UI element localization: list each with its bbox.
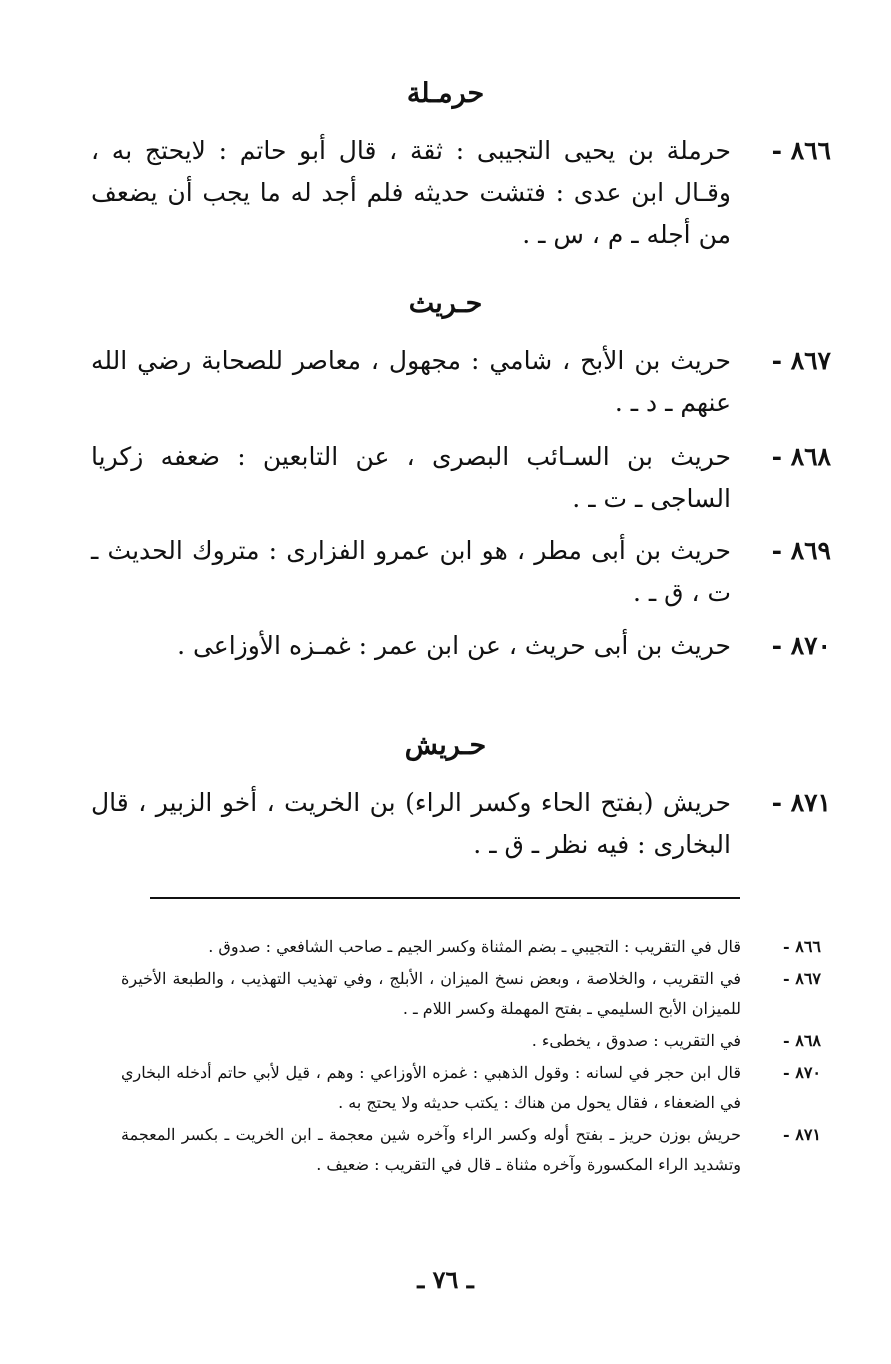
entry-number: ٨٦٩ - — [771, 536, 831, 565]
entry-text: حريث بن السـائب البصرى ، عن التابعين : ضعفه زكريا الساجى ـ ت ـ . — [91, 442, 731, 513]
footnote-text: في التقريب : صدوق ، يخطىء . — [531, 1031, 741, 1050]
entry-868 — [91, 436, 831, 520]
footnote-text: قال في التقريب : التجيبي ـ بضم المثناة وكسر الجيم ـ صاحب الشافعي : صدوق . — [208, 937, 741, 956]
footnote-number: ٨٦٧ - — [783, 969, 821, 988]
page-number: ـ ٧٦ ـ — [417, 1265, 474, 1294]
entry-number: ٨٦٦ - — [771, 136, 831, 165]
entry-number: ٨٦٨ - — [771, 442, 831, 471]
entry-text: حريث بن الأبح ، شامي : مجهول ، معاصر للصحابة رضي الله عنهم ـ د ـ . — [91, 346, 731, 417]
footnotes — [121, 932, 821, 1182]
footnote-867 — [121, 964, 821, 1024]
footnote-divider — [150, 897, 740, 899]
entry-871 — [91, 782, 831, 866]
entry-number: ٨٦٧ - — [771, 346, 831, 375]
entry-text: حريش (بفتح الحاء وكسر الراء) بن الخريت ، أخو الزبير ، قال البخارى : فيه نظر ـ ق ـ . — [91, 788, 731, 859]
entry-number: ٨٧٠ - — [771, 631, 831, 660]
section-heading-hurayth: حـريث — [408, 288, 483, 319]
footnote-text: حريش بوزن حريز ـ بفتح أوله وكسر الراء وآخره شين معجمة ـ ابن الخريت ـ بكسر المعجمة وتشديد الراء المكسورة وآخره مثناة ـ قال في التقريب : ضعيف . — [121, 1125, 741, 1174]
entry-number: ٨٧١ - — [771, 788, 831, 817]
section-heading-harmala: حرمـلة — [406, 78, 485, 109]
footnote-text: في التقريب ، والخلاصة ، وبعض نسخ الميزان ، الأبلج ، وفي تهذيب التهذيب ، والطبعة الأخيرة للميزان الأبح السليمي ـ بفتح المهملة وكسر اللام ـ . — [121, 969, 741, 1018]
footnote-number: ٨٦٦ - — [783, 937, 821, 956]
footnote-868 — [121, 1026, 821, 1056]
footnote-866 — [121, 932, 821, 962]
footnote-871 — [121, 1120, 821, 1180]
section-heading-huraysh: حـريش — [404, 730, 487, 761]
footnote-number: ٨٧١ - — [783, 1125, 821, 1144]
entry-869 — [91, 530, 831, 614]
footnote-text: قال ابن حجر في لسانه : وقول الذهبي : غمزه الأوزاعي : وهم ، قيل لأبي حاتم أدخله البخاري في الضعفاء ، فقال يحول من هناك : يكتب حديثه ولا يحتج به . — [121, 1063, 741, 1112]
entry-text: حريث بن أبى مطر ، هو ابن عمرو الفزارى : متروك الحديث ـ ت ، ق ـ . — [91, 536, 731, 607]
entry-text: حرملة بن يحيى التجيبى : ثقة ، قال أبو حاتم : لايحتج به ، وقـال ابن عدى : فتشت حديثه فلم أجد له ما يجب أن يضعف من أجله ـ م ، س ـ . — [91, 136, 731, 249]
entry-text: حريث بن أبى حريث ، عن ابن عمر : غمـزه الأوزاعى . — [177, 631, 731, 660]
entry-870 — [91, 625, 831, 667]
entry-867 — [91, 340, 831, 424]
footnote-number: ٨٦٨ - — [783, 1031, 821, 1050]
entry-866 — [91, 130, 831, 256]
footnote-870 — [121, 1058, 821, 1118]
footnote-number: ٨٧٠ - — [783, 1063, 821, 1082]
